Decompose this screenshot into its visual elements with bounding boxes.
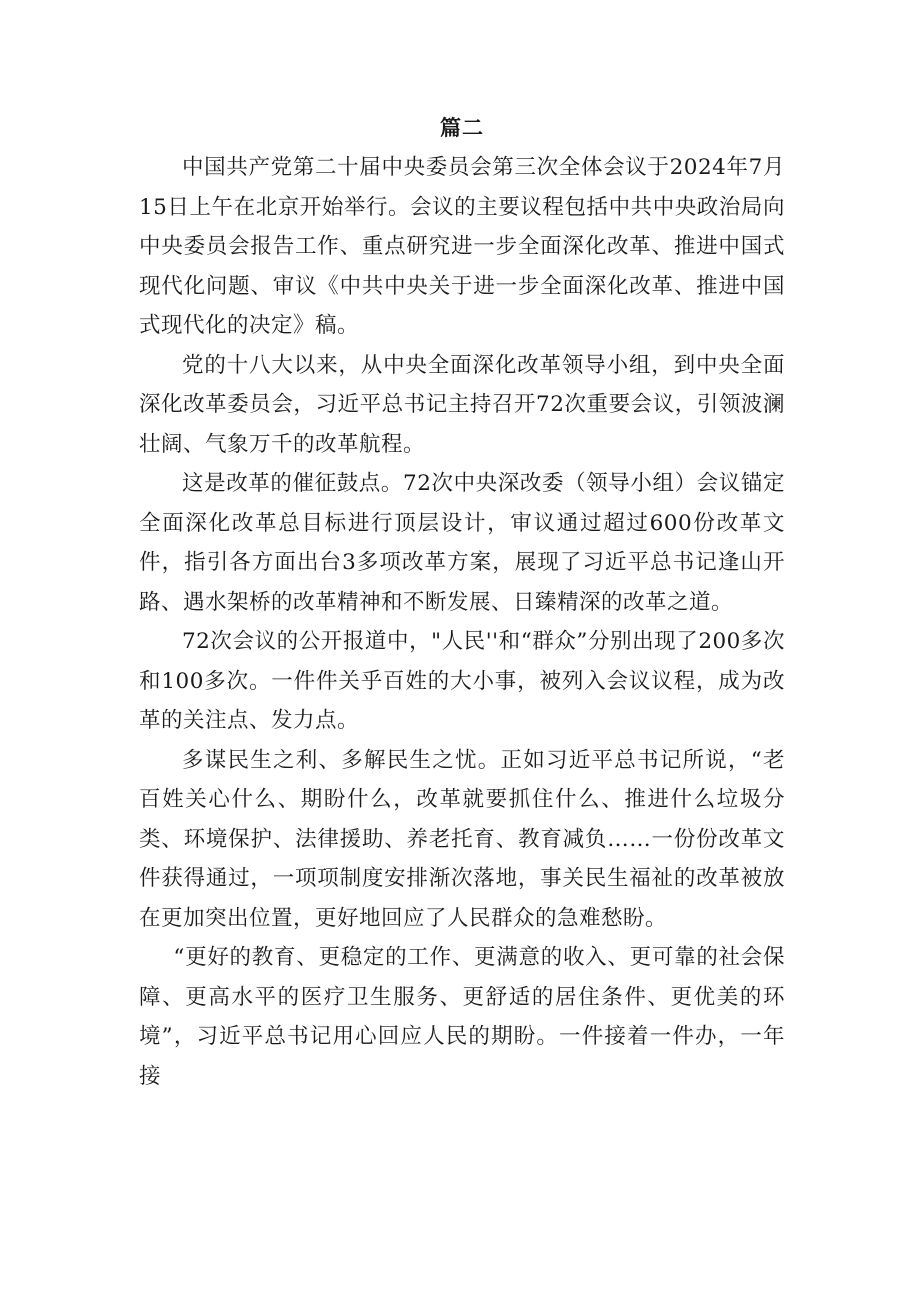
paragraph-plenary-session: 中国共产党第二十届中央委员会第三次全体会议于2024年7月15日上午在北京开始举行。会议的主要议程包括中共中央政治局向中央委员会报告工作、重点研究进一步全面深化改革、推进中国式现代化问题、审议《中共中央关于进一步全面深化改革、推进中国式现代化的决定》稿。 xyxy=(139,155,785,338)
paragraph-people-mentions: 72次会议的公开报道中，"人民''和“群众”分别出现了200多次和100多次。一件件关乎百姓的大小事，被列入会议议程，成为改革的关注点、发力点。 xyxy=(139,629,785,733)
paragraph-reform-drumbeat: 这是改革的催征鼓点。72次中央深改委（领导小组）会议锚定全面深化改革总目标进行顶层设计，审议通过超过600份改革文件，指引各方面出台3多项改革方案，展现了习近平总书记逢山开路、遇水架桥的改革精神和不断发展、日臻精深的改革之道。 xyxy=(139,471,785,615)
paragraph-reform-meetings: 党的十八大以来，从中央全面深化改革领导小组，到中央全面深化改革委员会，习近平总书记主持召开72次重要会议，引领波澜壮阔、气象万千的改革航程。 xyxy=(139,352,785,457)
paragraph-livelihood: 多谋民生之利、多解民生之忧。正如习近平总书记所说，“老百姓关心什么、期盼什么，改革就要抓住什么、推进什么垃圾分类、环境保护、法律援助、养老托育、教育减负……一份份改革文件获得通过，一项项制度安排渐次落地，事关民生福祉的改革被放在更加突出位置，更好地回应了人民群众的急难愁盼。 xyxy=(139,747,785,931)
document-title: 篇二 xyxy=(440,115,484,140)
paragraph-expectations: “更好的教育、更稳定的工作、更满意的收入、更可靠的社会保障、更高水平的医疗卫生服务、更舒适的居住条件、更优美的环境”，习近平总书记用心回应人民的期盼。一件接着一件办，一年接 xyxy=(139,945,785,1089)
document-page xyxy=(139,108,785,1096)
